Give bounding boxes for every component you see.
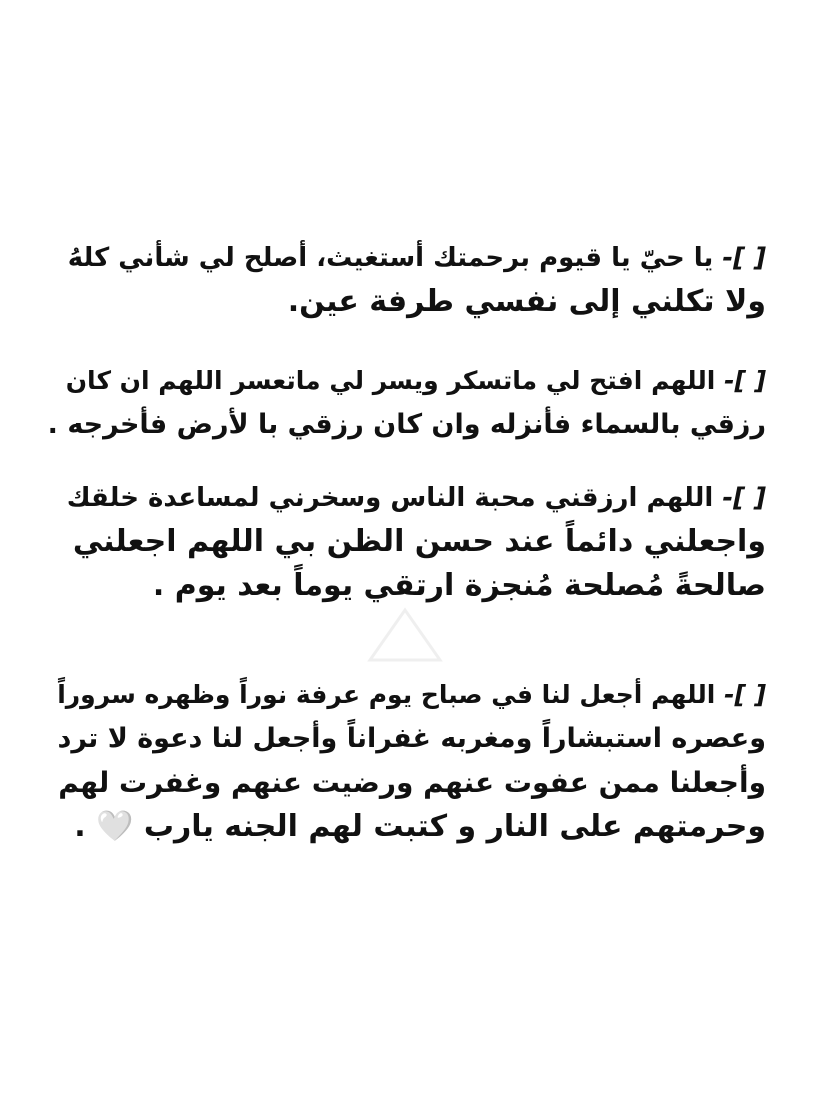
dua-paragraph-1	[46, 236, 766, 324]
dua-line: وأجعلنا ممن عفوت عنهم ورضيت عنهم وغفرت لهم	[58, 766, 766, 799]
dua-line	[46, 236, 766, 280]
dua-line: وعصره استبشاراً ومغربه غفراناً وأجعل لنا دعوة لا ترد	[57, 723, 766, 754]
dua-line	[46, 476, 766, 520]
bracket-marker: -[ ]	[724, 680, 766, 709]
dua-line: وحرمتهم على النار و كتبت لهم الجنه يارب 🤍 .	[74, 809, 766, 844]
dua-text: اللهم ارزقني محبة الناس وسخرني لمساعدة خلقك	[66, 483, 714, 513]
dua-line: واجعلني دائماً عند حسن الظن بي اللهم اجعلني	[72, 524, 766, 559]
dua-line	[46, 673, 766, 717]
dua-line	[46, 359, 766, 403]
dua-paragraph-4	[46, 673, 766, 849]
bracket-marker: -[ ]	[724, 366, 766, 395]
dua-line: رزقي بالسماء فأنزله وان كان رزقي با لأرض فأخرجه .	[47, 409, 766, 440]
dua-text: اللهم أجعل لنا في صباح يوم عرفة نوراً وظهره سروراً	[57, 680, 716, 709]
bracket-marker: -[ ]	[722, 483, 766, 513]
dua-paragraph-3	[46, 476, 766, 608]
dua-line: صالحةً مُصلحة مُنجزة ارتقي يوماً بعد يوم .	[152, 568, 766, 603]
watermark-icon	[360, 600, 450, 670]
bracket-marker: -[ ]	[722, 243, 766, 273]
dua-text: يا حيّ يا قيوم برحمتك أستغيث، أصلح لي شأني كلهُ	[67, 243, 714, 273]
dua-line: ولا تكلني إلى نفسي طرفة عين.	[287, 284, 766, 319]
dua-paragraph-2	[46, 359, 766, 447]
dua-text: اللهم افتح لي ماتسكر ويسر لي ماتعسر اللهم ان كان	[65, 366, 716, 395]
